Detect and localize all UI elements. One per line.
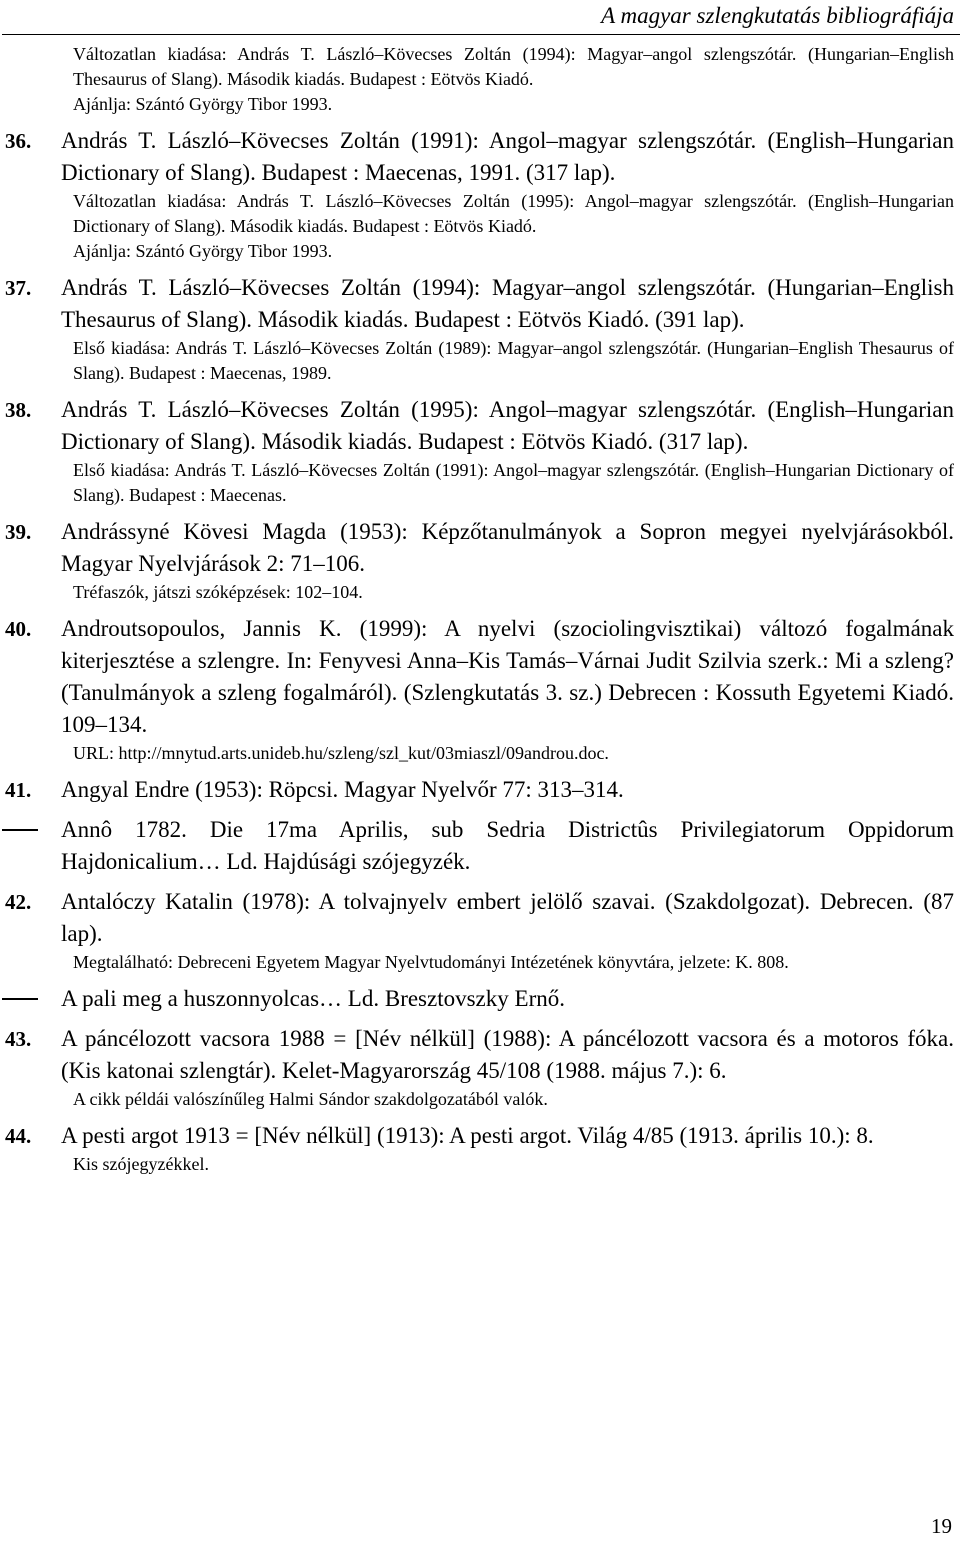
entry-citation: Angyal Endre (1953): Röpcsi. Magyar Nyelvőr 77: 313–314. <box>61 777 624 802</box>
entry-citation: A pali meg a huszonnyolcas… Ld. Bresztovszky Ernő. <box>61 986 565 1011</box>
entry-note: Első kiadása: András T. László–Kövecses Zoltán (1989): Magyar–angol szlengszótár. (Hungarian–English Thesaurus of Slang). Budapest : Maecenas, 1989. <box>73 338 954 383</box>
entry-url-note: URL: http://mnytud.arts.unideb.hu/szleng/szl_kut/03miaszl/09androu.doc. <box>73 743 609 763</box>
entry-37 <box>0 272 958 386</box>
header-rule <box>2 34 960 35</box>
entry-citation: A páncélozott vacsora 1988 = [Név nélkül] (1988): A páncélozott vacsora és a motoros fóka. (Kis katonai szlengtár). Kelet-Magyarország 45/108 (1988. május 7.): 6. <box>61 1026 954 1083</box>
page-number: 19 <box>931 1514 952 1538</box>
entry-cross-reference <box>0 983 958 1015</box>
entry-number: 36. <box>5 129 32 153</box>
entry-citation: András T. László–Kövecses Zoltán (1991): Angol–magyar szlengszótár. (English–Hungarian Dictionary of Slang). Budapest : Maecenas, 1991. (317 lap). <box>61 128 954 185</box>
entry-note: Kis szójegyzékkel. <box>73 1154 209 1174</box>
entry-citation: Antalóczy Katalin (1978): A tolvajnyelv embert jelölő szavai. (Szakdolgozat). Debrecen. (87 lap). <box>61 889 954 946</box>
cross-reference-dash <box>2 998 38 1000</box>
entry-citation: Andrássyné Kövesi Magda (1953): Képzőtanulmányok a Sopron megyei nyelvjárásokból. Magyar Nyelvjárások 2: 71–106. <box>61 519 954 576</box>
entry-44 <box>0 1120 958 1177</box>
entry-42 <box>0 886 958 975</box>
entry-citation: András T. László–Kövecses Zoltán (1994): Magyar–angol szlengszótár. (Hungarian–English Thesaurus of Slang). Második kiadás. Budapest : Eötvös Kiadó. (391 lap). <box>61 275 954 332</box>
note-recommended-by: Ajánlja: Szántó György Tibor 1993. <box>73 94 333 114</box>
continuation-notes <box>0 42 958 117</box>
entry-citation: Androutsopoulos, Jannis K. (1999): A nyelvi (szociolingvisztikai) változó fogalmának kiterjesztése a szlengre. In: Fenyvesi Anna–Kis Tamás–Várnai Judit Szilvia szerk.: Mi a szleng? (Tanulmányok a szleng fogalmáról). (Szlengkutatás 3. sz.) Debrecen : Kossuth Egyetemi Kiadó. 109–134. <box>61 616 954 737</box>
entry-number: 37. <box>5 276 32 300</box>
entry-note: Első kiadása: András T. László–Kövecses Zoltán (1991): Angol–magyar szlengszótár. (English–Hungarian Dictionary of Slang). Budapest : Maecenas. <box>73 460 954 505</box>
entry-number: 39. <box>5 520 32 544</box>
entry-43 <box>0 1023 958 1112</box>
entry-number: 42. <box>5 890 32 914</box>
entry-cross-reference <box>0 814 958 878</box>
entry-citation: András T. László–Kövecses Zoltán (1995): Angol–magyar szlengszótár. (English–Hungarian Dictionary of Slang). Második kiadás. Budapest : Eötvös Kiadó. (317 lap). <box>61 397 954 454</box>
entry-number: 44. <box>5 1124 32 1148</box>
running-head: A magyar szlengkutatás bibliográfiája <box>601 3 954 28</box>
entry-41 <box>0 774 958 806</box>
bibliography-content <box>0 42 958 1177</box>
entry-citation: A pesti argot 1913 = [Név nélkül] (1913): A pesti argot. Világ 4/85 (1913. április 10.): 8. <box>61 1123 874 1148</box>
entry-40 <box>0 613 958 766</box>
entry-note: Megtalálható: Debreceni Egyetem Magyar Nyelvtudományi Intézetének könyvtára, jelzete: K. 808. <box>73 952 789 972</box>
cross-reference-dash <box>2 829 38 831</box>
entry-note: A cikk példái valószínűleg Halmi Sándor szakdolgozatából valók. <box>73 1089 548 1109</box>
note-variant-edition: Változatlan kiadása: András T. László–Kövecses Zoltán (1994): Magyar–angol szlengszótár. (Hungarian–English Thesaurus of Slang). Második kiadás. Budapest : Eötvös Kiadó. <box>73 44 954 89</box>
entry-number: 40. <box>5 617 32 641</box>
entry-number: 41. <box>5 778 32 802</box>
entry-citation: Annô 1782. Die 17ma Aprilis, sub Sedria Districtûs Privilegiatorum Oppidorum Hajdonicalium… Ld. Hajdúsági szójegyzék. <box>61 817 954 874</box>
entry-note: Tréfaszók, játszi szóképzések: 102–104. <box>73 582 363 602</box>
entry-39 <box>0 516 958 605</box>
entry-36 <box>0 125 958 264</box>
entry-number: 38. <box>5 398 32 422</box>
entry-note: Változatlan kiadása: András T. László–Kövecses Zoltán (1995): Angol–magyar szlengszótár. (English–Hungarian Dictionary of Slang). Második kiadás. Budapest : Eötvös Kiadó. <box>73 191 954 236</box>
entry-number: 43. <box>5 1027 32 1051</box>
entry-38 <box>0 394 958 508</box>
entry-note: Ajánlja: Szántó György Tibor 1993. <box>73 241 333 261</box>
